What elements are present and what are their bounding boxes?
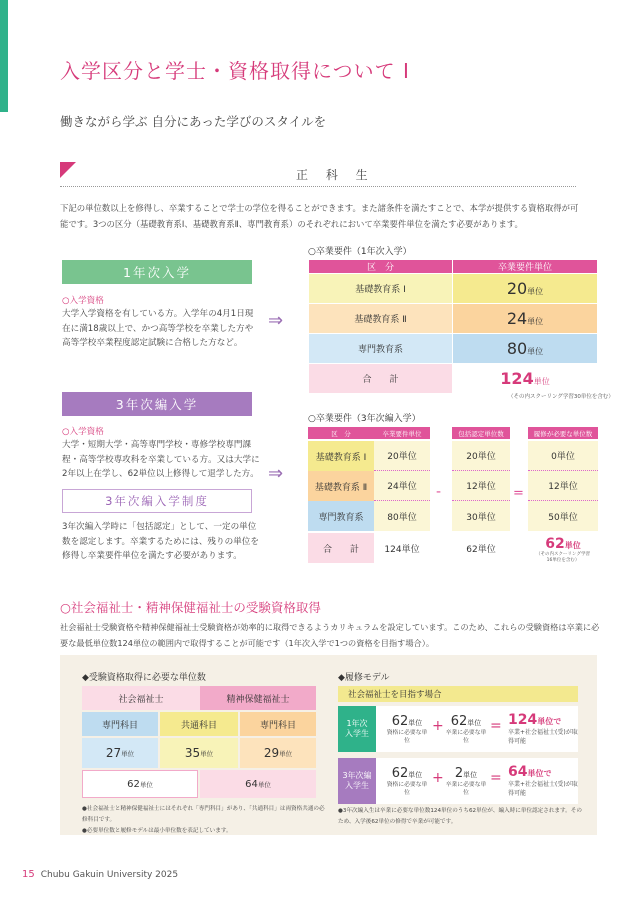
table1-title: ○卒業要件（1年次入学） xyxy=(308,247,412,257)
table2-req: 80単位 xyxy=(387,512,417,523)
col-mental-worker: 精神保健福祉士 xyxy=(200,686,316,710)
val-specialty: 29 単位 xyxy=(240,738,316,768)
table1-row-label: 基礎教育系 Ⅰ xyxy=(309,274,453,304)
plus-sign: + xyxy=(432,718,444,734)
table2-needed: 0単位 xyxy=(528,441,598,471)
table1-row-label: 専門教育系 xyxy=(309,334,453,364)
model-row-first: 1年次入学生 62単位 資格に必要な単位 + 62単位 卒業に必要な単位 = 124単位で 卒業+社会福祉士(受)が取得可能 xyxy=(338,706,578,752)
plus-sign: + xyxy=(432,770,444,786)
table1-total-value: 124単位 xyxy=(453,364,598,394)
table2-total-credited: 62単位 xyxy=(466,544,496,555)
sub-common: 共通科目 xyxy=(160,712,238,736)
sub-specialty: 専門科目 xyxy=(82,712,158,736)
table1 xyxy=(308,259,598,394)
table2-req-col xyxy=(374,441,430,531)
table2-req: 20単位 xyxy=(374,441,430,471)
first-year-band: 1年次入学 xyxy=(62,260,252,284)
arrow-icon: ⇒ xyxy=(268,463,284,484)
third-year-label: ○入学資格 xyxy=(62,427,104,437)
table2-needed-col xyxy=(528,441,598,531)
sub-specialty: 専門科目 xyxy=(240,712,316,736)
table2-row-label: 専門教育系 xyxy=(308,501,374,531)
intro-text: 下記の単位数以上を修得し、卒業することで学士の学位を得ることができます。また諸条件を満たすことで、本学が提供する資格取得が可能です。3つの区分（基礎教育系Ⅰ、基礎教育系Ⅱ、専門教育系）のそれぞれにおいて卒業要件単位を満たす必要があります。 xyxy=(60,203,579,229)
model-title: ◆履修モデル xyxy=(338,673,390,683)
sec2-title: ○社会福祉士・精神保健福祉士の受験資格取得 xyxy=(60,600,321,615)
table2-needed: 50単位 xyxy=(548,512,578,523)
table1-total-label: 合 計 xyxy=(309,364,453,394)
model-band: 社会福祉士を目指す場合 xyxy=(338,686,578,702)
table2-credited: 12単位 xyxy=(452,471,510,501)
arrow-icon: ⇒ xyxy=(268,310,284,331)
third-year-system-text: 3年次編入学時に「包括認定」として、一定の単位数を認定します。卒業するためには、残りの単位を修得し卒業要件単位を満たす必要があります。 xyxy=(62,522,259,561)
model-row-label: 3年次編入学生 xyxy=(338,758,376,804)
table2-row-label: 基礎教育系 Ⅱ xyxy=(308,471,374,501)
equals-sign: = xyxy=(490,770,502,786)
total-social-worker: 62 単位 xyxy=(82,770,198,798)
credits-box-title: ◆受験資格取得に必要な単位数 xyxy=(82,673,206,683)
table1-row-value: 20単位 xyxy=(453,274,598,304)
minus-sign: - xyxy=(436,484,442,500)
table2-total-req: 124単位 xyxy=(384,544,420,555)
credits-note: ●社会福祉士と精神保健福祉士にはそれぞれ「専門科目」があり、「共通科目」は両資格共通の必修科目です。 ●必要単位数と履修モデルは最小単位数を表記しています。 xyxy=(82,806,325,834)
table1-note: （その内スクーリング学習30単位を含む） xyxy=(508,394,614,400)
val-specialty: 27 単位 xyxy=(82,738,158,768)
page-title: 入学区分と学士・資格取得について Ⅰ xyxy=(60,59,410,83)
sec2-text: 社会福祉士受験資格や精神保健福祉士受験資格が効率的に取得できるようカリキュラムを設定しています。このため、これらの受験資格は卒業に必要な最低単位数124単位の範囲内で取得することが可能です（1年次入学で1つの資格を目指す場合）。 xyxy=(60,622,600,648)
page-subtitle: 働きながら学ぶ 自分にあった学びのスタイルを xyxy=(60,114,327,129)
table2-credited: 30単位 xyxy=(466,512,496,523)
table2-header-req: 卒業要件単位 xyxy=(374,427,430,439)
table2-credited: 20単位 xyxy=(452,441,510,471)
model-note: ●3年次編入生は卒業に必要な単位数124単位のうち62単位が、編入時に単位認定されます。そのため、入学後62単位の修得で卒業が可能です。 xyxy=(338,808,582,825)
table2-header-category: 区 分 xyxy=(308,427,374,439)
footer xyxy=(22,869,178,880)
table2-header-needed: 履修が必要な単位数 xyxy=(528,427,598,439)
accent-bar xyxy=(0,0,8,112)
third-year-system-title: 3年次編入学制度 xyxy=(62,489,252,513)
total-mental-worker: 64 単位 xyxy=(200,770,316,798)
table2-labels xyxy=(308,441,374,531)
table1-row-value: 80単位 xyxy=(453,334,598,364)
page-number: 15 xyxy=(22,869,35,880)
dotted-divider xyxy=(60,186,576,187)
section-heading: 正 科 生 xyxy=(296,168,375,182)
table2-row-label: 基礎教育系 Ⅰ xyxy=(308,441,374,471)
col-social-worker: 社会福祉士 xyxy=(82,686,200,710)
section-corner-mark xyxy=(60,162,76,178)
footer-text: Chubu Gakuin University 2025 xyxy=(40,870,179,880)
equals-sign: = xyxy=(513,486,524,501)
equals-sign: = xyxy=(490,718,502,734)
third-year-text: 大学・短期大学・高等専門学校・専修学校専門課程・高等学校専攻科を卒業している方。又は大学に2年以上在学し、62単位以上修得して退学した方。 xyxy=(62,440,260,479)
table1-header-category: 区 分 xyxy=(309,260,453,274)
table2-title: ○卒業要件（3年次編入学） xyxy=(308,414,421,424)
table1-row-label: 基礎教育系 Ⅱ xyxy=(309,304,453,334)
table2-header-credited: 包括認定単位数 xyxy=(452,427,510,439)
third-year-band: 3年次編入学 xyxy=(62,392,252,416)
first-year-label: ○入学資格 xyxy=(62,296,104,306)
table2-credited-col xyxy=(452,441,510,531)
val-common: 35 単位 xyxy=(160,738,238,768)
model-row-transfer: 3年次編入学生 62単位 資格に必要な単位 + 2単位 卒業に必要な単位 = 64単位で 卒業+社会福祉士(受)が取得可能 xyxy=(338,758,578,804)
table2-req: 24単位 xyxy=(374,471,430,501)
table1-header-units: 卒業要件単位 xyxy=(453,260,598,274)
model-row-label: 1年次入学生 xyxy=(338,706,376,752)
table2-total-label: 合 計 xyxy=(308,533,374,563)
table2-total-needed: 62単位 （その内スクーリング学習16単位を含む） xyxy=(536,536,590,563)
table2-needed: 12単位 xyxy=(528,471,598,501)
table1-row-value: 24単位 xyxy=(453,304,598,334)
first-year-text: 大学入学資格を有している方。入学年の4月1日現在に満18歳以上で、かつ高等学校を卒業した方や高等学校卒業程度認定試験に合格した方など。 xyxy=(62,309,254,348)
